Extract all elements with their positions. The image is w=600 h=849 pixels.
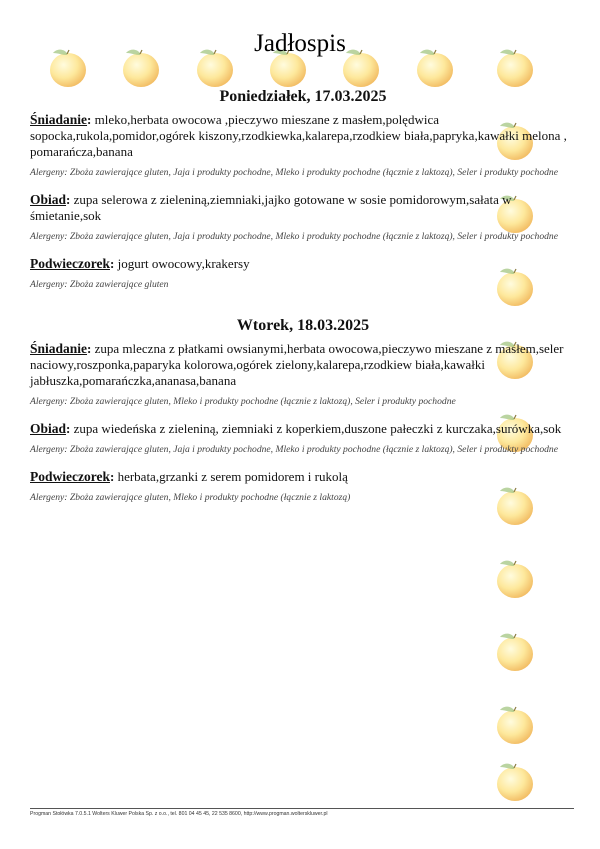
meal-label: Podwieczorek	[30, 469, 110, 484]
meal-line: Śniadanie: mleko,herbata owocowa ,pieczywo mieszane z masłem,polędwica sopocka,rukola,pomidor,ogórek kiszony,rzodkiewka,kalarepa,rzodkiew biała,papryka,kawałki melona , pomarańcza,banana	[30, 112, 567, 159]
allergens-text: Alergeny: Zboża zawierające gluten, Mleko i produkty pochodne (łącznie z laktozą), Seler i produkty pochodne	[30, 396, 456, 407]
day-heading: Wtorek, 18.03.2025	[236, 317, 370, 334]
meal-items: jogurt owocowy,krakersy	[117, 256, 250, 271]
meal-line: Śniadanie: zupa mleczna z płatkami owsianymi,herbata owocowa,pieczywo mieszane z masłem,seler naciowy,roszponka,paparyka kolorowa,ogórek zielony,kalarepa,rzodkiew biała,kawałki jabłuszka,pomarańczka,ananasa,banana	[30, 341, 564, 388]
allergens-text: Alergeny: Zboża zawierające gluten, Jaja i produkty pochodne, Mleko i produkty pochodne (łącznie z laktozą), Seler i produkty pochodne	[30, 444, 558, 455]
meal-snack	[30, 469, 576, 504]
meal-items: herbata,grzanki z serem pomidorem i rukolą	[117, 469, 348, 484]
meal-breakfast	[30, 341, 576, 408]
meal-label: Śniadanie	[30, 341, 88, 356]
meal-items: zupa mleczna z płatkami owsianymi,herbata owocowa,pieczywo mieszane z masłem,seler naciowy,roszponka,paparyka kolorowa,ogórek zielony,kalarepa,rzodkiew biała,kawałki jabłuszka,pomarańczka,ananasa,banana	[30, 341, 564, 388]
meal-line: Podwieczorek: jogurt owocowy,krakersy	[30, 256, 250, 271]
meal-lunch	[30, 192, 576, 243]
meal-label: Obiad	[30, 421, 67, 436]
meal-lunch	[30, 421, 576, 456]
meal-items: zupa selerowa z zieleniną,ziemniaki,jajko gotowane w sosie pomidorowym,sałata w śmietanie,sok	[30, 192, 512, 223]
footer-divider	[30, 808, 574, 809]
allergens-text: Alergeny: Zboża zawierające gluten, Jaja i produkty pochodne, Mleko i produkty pochodne (łącznie z laktozą), Seler i produkty pochodne	[30, 231, 558, 242]
peach-icon	[492, 555, 538, 601]
meal-line: Obiad: zupa wiedeńska z zieleniną, ziemniaki z koperkiem,duszone pałeczki z kurczaka,surówka,sok	[30, 421, 562, 436]
allergens-text: Alergeny: Zboża zawierające gluten, Mleko i produkty pochodne (łącznie z laktozą)	[30, 492, 351, 503]
meal-label: Podwieczorek	[30, 256, 110, 271]
meal-line: Podwieczorek: herbata,grzanki z serem pomidorem i rukolą	[30, 469, 348, 484]
page-title: Jadłospis	[254, 30, 346, 57]
meal-items: mleko,herbata owocowa ,pieczywo mieszane z masłem,polędwica sopocka,rukola,pomidor,ogórek kiszony,rzodkiewka,kalarepa,rzodkiew biała,papryka,kawałki melona , pomarańcza,banana	[30, 112, 567, 159]
meal-snack	[30, 256, 576, 291]
meal-items: zupa wiedeńska z zieleniną, ziemniaki z koperkiem,duszone pałeczki z kurczaka,surówka,sok	[73, 421, 562, 436]
peach-icon	[492, 758, 538, 804]
meal-breakfast	[30, 112, 576, 179]
allergens-text: Alergeny: Zboża zawierające gluten, Jaja i produkty pochodne, Mleko i produkty pochodne (łącznie z laktozą), Seler i produkty pochodne	[30, 167, 558, 178]
day-tuesday	[30, 317, 576, 504]
allergens-text: Alergeny: Zboża zawierające gluten	[30, 279, 169, 290]
meal-line: Obiad: zupa selerowa z zieleniną,ziemniaki,jajko gotowane w sosie pomidorowym,sałata w śmietanie,sok	[30, 192, 512, 223]
meal-label: Obiad	[30, 192, 67, 207]
day-monday	[30, 88, 576, 291]
footer-text: Progman Stołówka 7.0.5.1 Wolters Kluwer Polska Sp. z o.o., tel. 801 04 45 45, 22 535 8600, http://www.progman.wolterskluwer.pl	[30, 811, 328, 817]
menu-content	[30, 88, 576, 530]
meal-label: Śniadanie	[30, 112, 88, 127]
peach-icon	[492, 701, 538, 747]
day-heading: Poniedziałek, 17.03.2025	[219, 88, 387, 105]
peach-icon	[492, 628, 538, 674]
